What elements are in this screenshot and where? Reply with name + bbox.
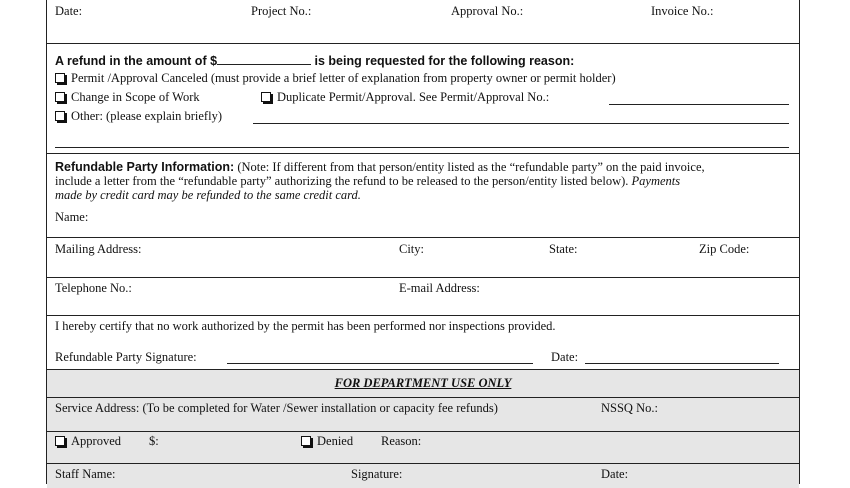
- checkbox-icon[interactable]: [55, 436, 65, 446]
- staff-signature-label: Signature:: [351, 467, 403, 481]
- approval-row: [47, 432, 799, 464]
- party-signature-input[interactable]: [227, 363, 533, 364]
- email-label: E-mail Address:: [399, 281, 480, 295]
- option-duplicate[interactable]: [261, 90, 549, 105]
- party-heading: Refundable Party Information:: [55, 160, 235, 174]
- option-other[interactable]: [55, 109, 222, 124]
- denied-label: Denied: [317, 434, 354, 448]
- refund-form: [46, 0, 800, 484]
- invoice-no-label: Invoice No.:: [651, 4, 714, 18]
- party-note-line-1: [55, 160, 705, 175]
- service-address-label: Service Address: (To be completed for Water /Sewer installation or capacity fee refunds): [55, 401, 498, 415]
- party-note-2: include a letter from the “refundable party” authorizing the refund to be released to the person/entity listed below).: [55, 174, 629, 188]
- checkbox-icon[interactable]: [55, 73, 65, 83]
- top-info-row: [47, 0, 799, 44]
- party-date-label: Date:: [551, 350, 579, 364]
- denied-option[interactable]: [301, 434, 353, 449]
- option-other-label: Other: (please explain briefly): [71, 109, 222, 123]
- checkbox-icon[interactable]: [55, 92, 65, 102]
- service-address-row: [47, 398, 799, 432]
- staff-name-label: Staff Name:: [55, 467, 116, 481]
- name-label: Name:: [55, 210, 89, 224]
- duplicate-approval-no-input[interactable]: [609, 104, 789, 105]
- certification-statement: I hereby certify that no work authorized by the permit has been performed nor inspections provided.: [55, 319, 556, 333]
- checkbox-icon[interactable]: [301, 436, 311, 446]
- party-note-1: (Note: If different from that person/entity listed as the “refundable party” on the paid invoice,: [234, 160, 705, 174]
- nssq-no-label: NSSQ No.:: [601, 401, 658, 415]
- party-signature-label: Refundable Party Signature:: [55, 350, 197, 364]
- department-heading: FOR DEPARTMENT USE ONLY: [334, 376, 512, 390]
- staff-date-label: Date:: [601, 467, 629, 481]
- amount-label: $:: [149, 434, 159, 448]
- telephone-label: Telephone No.:: [55, 281, 132, 295]
- refund-amount-label: A refund in the amount of $: [55, 54, 218, 68]
- city-label: City:: [399, 242, 425, 256]
- reason-label: Reason:: [381, 434, 422, 448]
- party-date-input[interactable]: [585, 363, 779, 364]
- date-label: Date:: [55, 4, 83, 18]
- party-note-3: made by credit card may be refunded to the same credit card.: [55, 188, 361, 202]
- checkbox-icon[interactable]: [261, 92, 271, 102]
- approved-label: Approved: [71, 434, 121, 448]
- refund-amount-input[interactable]: [217, 53, 311, 65]
- address-row: [47, 238, 799, 278]
- refund-reason-section: [47, 44, 799, 154]
- other-explain-input-2[interactable]: [55, 147, 789, 148]
- refund-amount-line: [55, 53, 574, 69]
- party-note-2-italic: Payments: [628, 174, 681, 188]
- state-label: State:: [549, 242, 578, 256]
- refund-reason-label: is being requested for the following reason:: [314, 54, 575, 68]
- contact-row: [47, 278, 799, 316]
- option-canceled[interactable]: [55, 71, 616, 86]
- option-canceled-label: Permit /Approval Canceled (must provide a brief letter of explanation from property owner or permit holder): [71, 71, 616, 85]
- checkbox-icon[interactable]: [55, 111, 65, 121]
- approved-option[interactable]: [55, 434, 121, 449]
- option-scope-label: Change in Scope of Work: [71, 90, 200, 104]
- party-note-line-2: [55, 174, 680, 189]
- zip-code-label: Zip Code:: [699, 242, 750, 256]
- department-header: [47, 370, 799, 398]
- option-scope-change[interactable]: [55, 90, 200, 105]
- approval-no-label: Approval No.:: [451, 4, 524, 18]
- other-explain-input[interactable]: [253, 123, 789, 124]
- certification-section: [47, 316, 799, 370]
- staff-row: [47, 464, 799, 488]
- project-no-label: Project No.:: [251, 4, 312, 18]
- option-duplicate-label: Duplicate Permit/Approval. See Permit/Approval No.:: [277, 90, 550, 104]
- mailing-address-label: Mailing Address:: [55, 242, 142, 256]
- refundable-party-section: [47, 154, 799, 238]
